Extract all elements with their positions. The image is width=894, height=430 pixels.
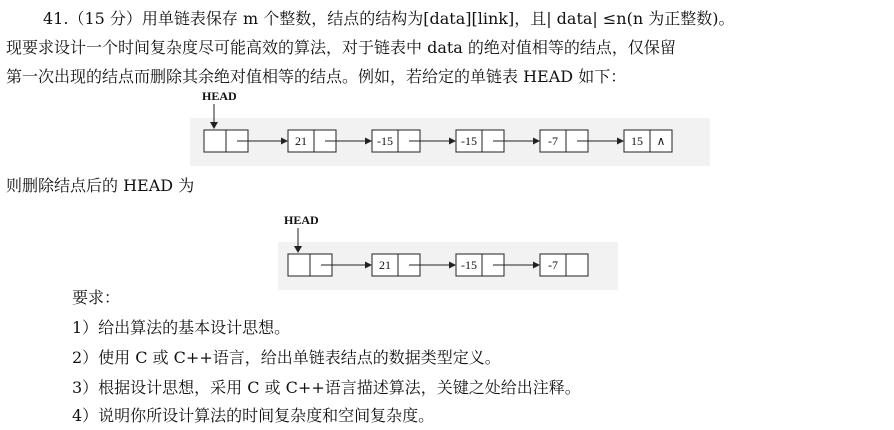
list-node <box>624 130 672 152</box>
head-label: HEAD <box>202 89 237 103</box>
problem-line-2: 现要求设计一个时间复杂度尽可能高效的算法，对于链表中 data 的绝对值相等的结点，仅保留 <box>6 38 676 57</box>
problem-line-3: 第一次出现的结点而删除其余绝对值相等的结点。例如，若给定的单链表 HEAD 如下： <box>6 67 627 86</box>
linked-list-diagram-original <box>190 88 710 166</box>
linked-list-diagram-result <box>278 208 618 290</box>
requirement-item-2: 2）使用 C 或 C++语言，给出单链表结点的数据类型定义。 <box>72 348 501 367</box>
list-node <box>540 254 588 276</box>
head-label: HEAD <box>284 213 319 227</box>
problem-line-1: 41.（15 分）用单链表保存 m 个整数，结点的结构为[data][link]，且| data| ≤n(n 为正整数)。 <box>43 9 735 28</box>
node-value: 15 <box>631 134 643 148</box>
requirement-item-4: 4）说明你所设计算法的时间复杂度和空间复杂度。 <box>72 406 435 425</box>
node-value: -15 <box>377 134 393 148</box>
after-deletion-text: 则删除结点后的 HEAD 为 <box>6 176 195 195</box>
requirements-title: 要求： <box>72 288 121 307</box>
requirement-item-3: 3）根据设计思想，采用 C 或 C++语言描述算法，关键之处给出注释。 <box>72 378 581 397</box>
node-value: -15 <box>461 134 477 148</box>
null-pointer-symbol: ∧ <box>656 134 666 148</box>
node-value: -7 <box>548 258 558 272</box>
node-value: -7 <box>548 134 558 148</box>
node-value: 21 <box>379 258 391 272</box>
node-value: -15 <box>461 258 477 272</box>
node-value: 21 <box>295 134 307 148</box>
requirement-item-1: 1）给出算法的基本设计思想。 <box>72 318 291 337</box>
